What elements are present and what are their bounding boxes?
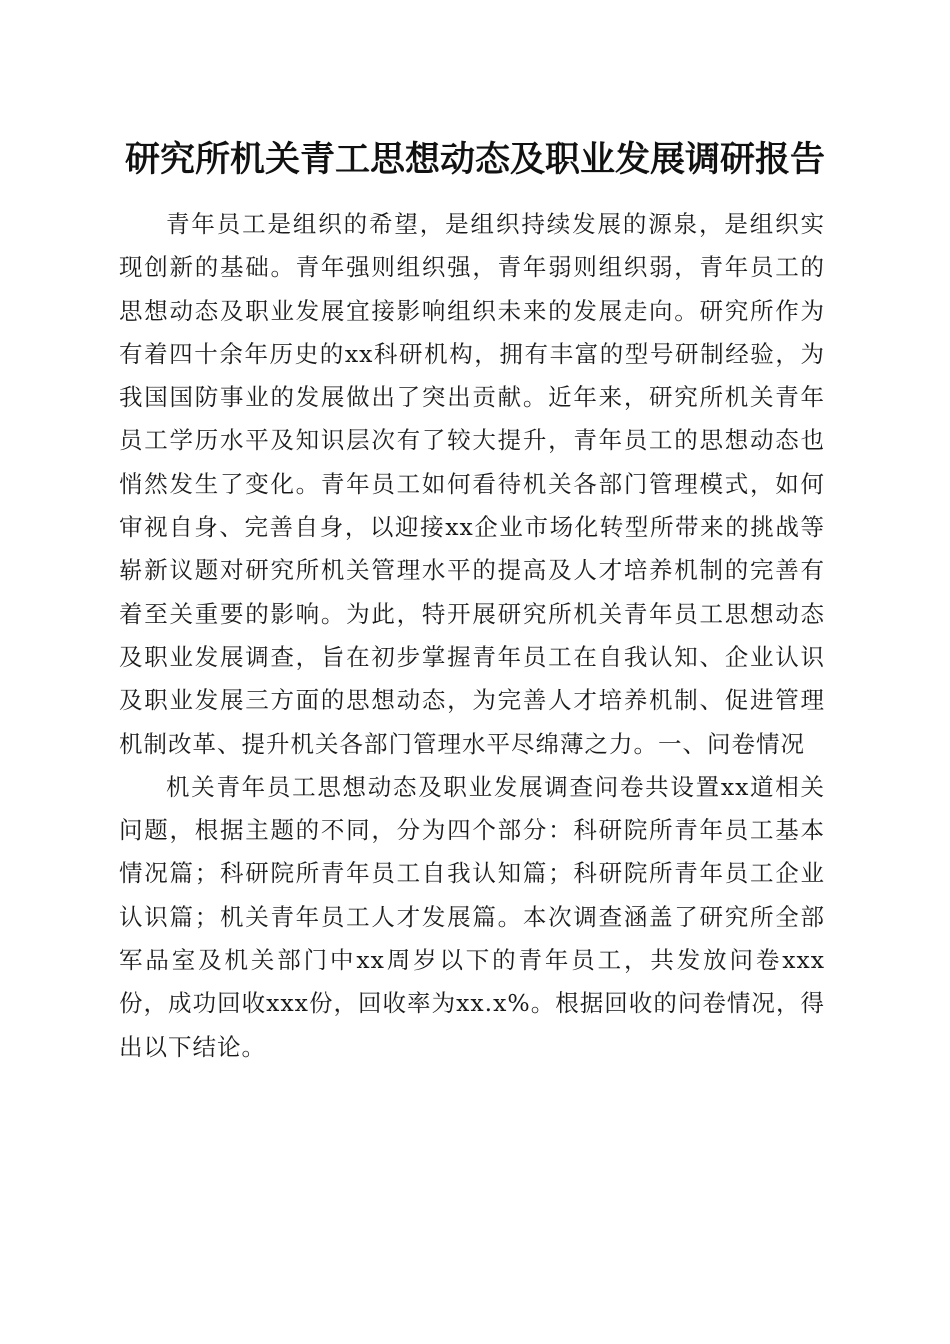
document-title: 研究所机关青工思想动态及职业发展调研报告 bbox=[124, 139, 825, 180]
intro-paragraph: 青年员工是组织的希望，是组织持续发展的源泉，是组织实现创新的基础。青年强则组织强，青年弱则组织弱，青年员工的思想动态及职业发展宜接影响组织未来的发展走向。研究所作为有着四十余年历史的xx科研机构，拥有丰富的型号研制经验，为我国国防事业的发展做出了突出贡献。近年来，研究所机关青年员工学历水平及知识层次有了较大提升，青年员工的思想动态也悄然发生了变化。青年员工如何看待机关各部门管理模式，如何审视自身、完善自身，以迎接xx企业市场化转型所带来的挑战等崭新议题对研究所机关管理水平的提高及人才培养机制的完善有着至关重要的影响。为此，特开展研究所机关青年员工思想动态及职业发展调查，旨在初步掌握青年员工在自我认知、企业认识及职业发展三方面的思想动态，为完善人才培养机制、促进管理机制改革、提升机关各部门管理水平尽绵薄之力。一、问卷情况 bbox=[119, 210, 825, 758]
document-body bbox=[119, 203, 825, 1069]
survey-paragraph: 机关青年员工思想动态及职业发展调查问卷共设置xx道相关问题，根据主题的不同，分为四个部分：科研院所青年员工基本情况篇；科研院所青年员工自我认知篇；科研院所青年员工企业认识篇；机关青年员工人才发展篇。本次调查涵盖了研究所全部军品室及机关部门中xx周岁以下的青年员工，共发放问卷xxx份，成功回收xxx份，回收率为xx.x%。根据回收的问卷情况，得出以下结论。 bbox=[119, 772, 825, 1061]
